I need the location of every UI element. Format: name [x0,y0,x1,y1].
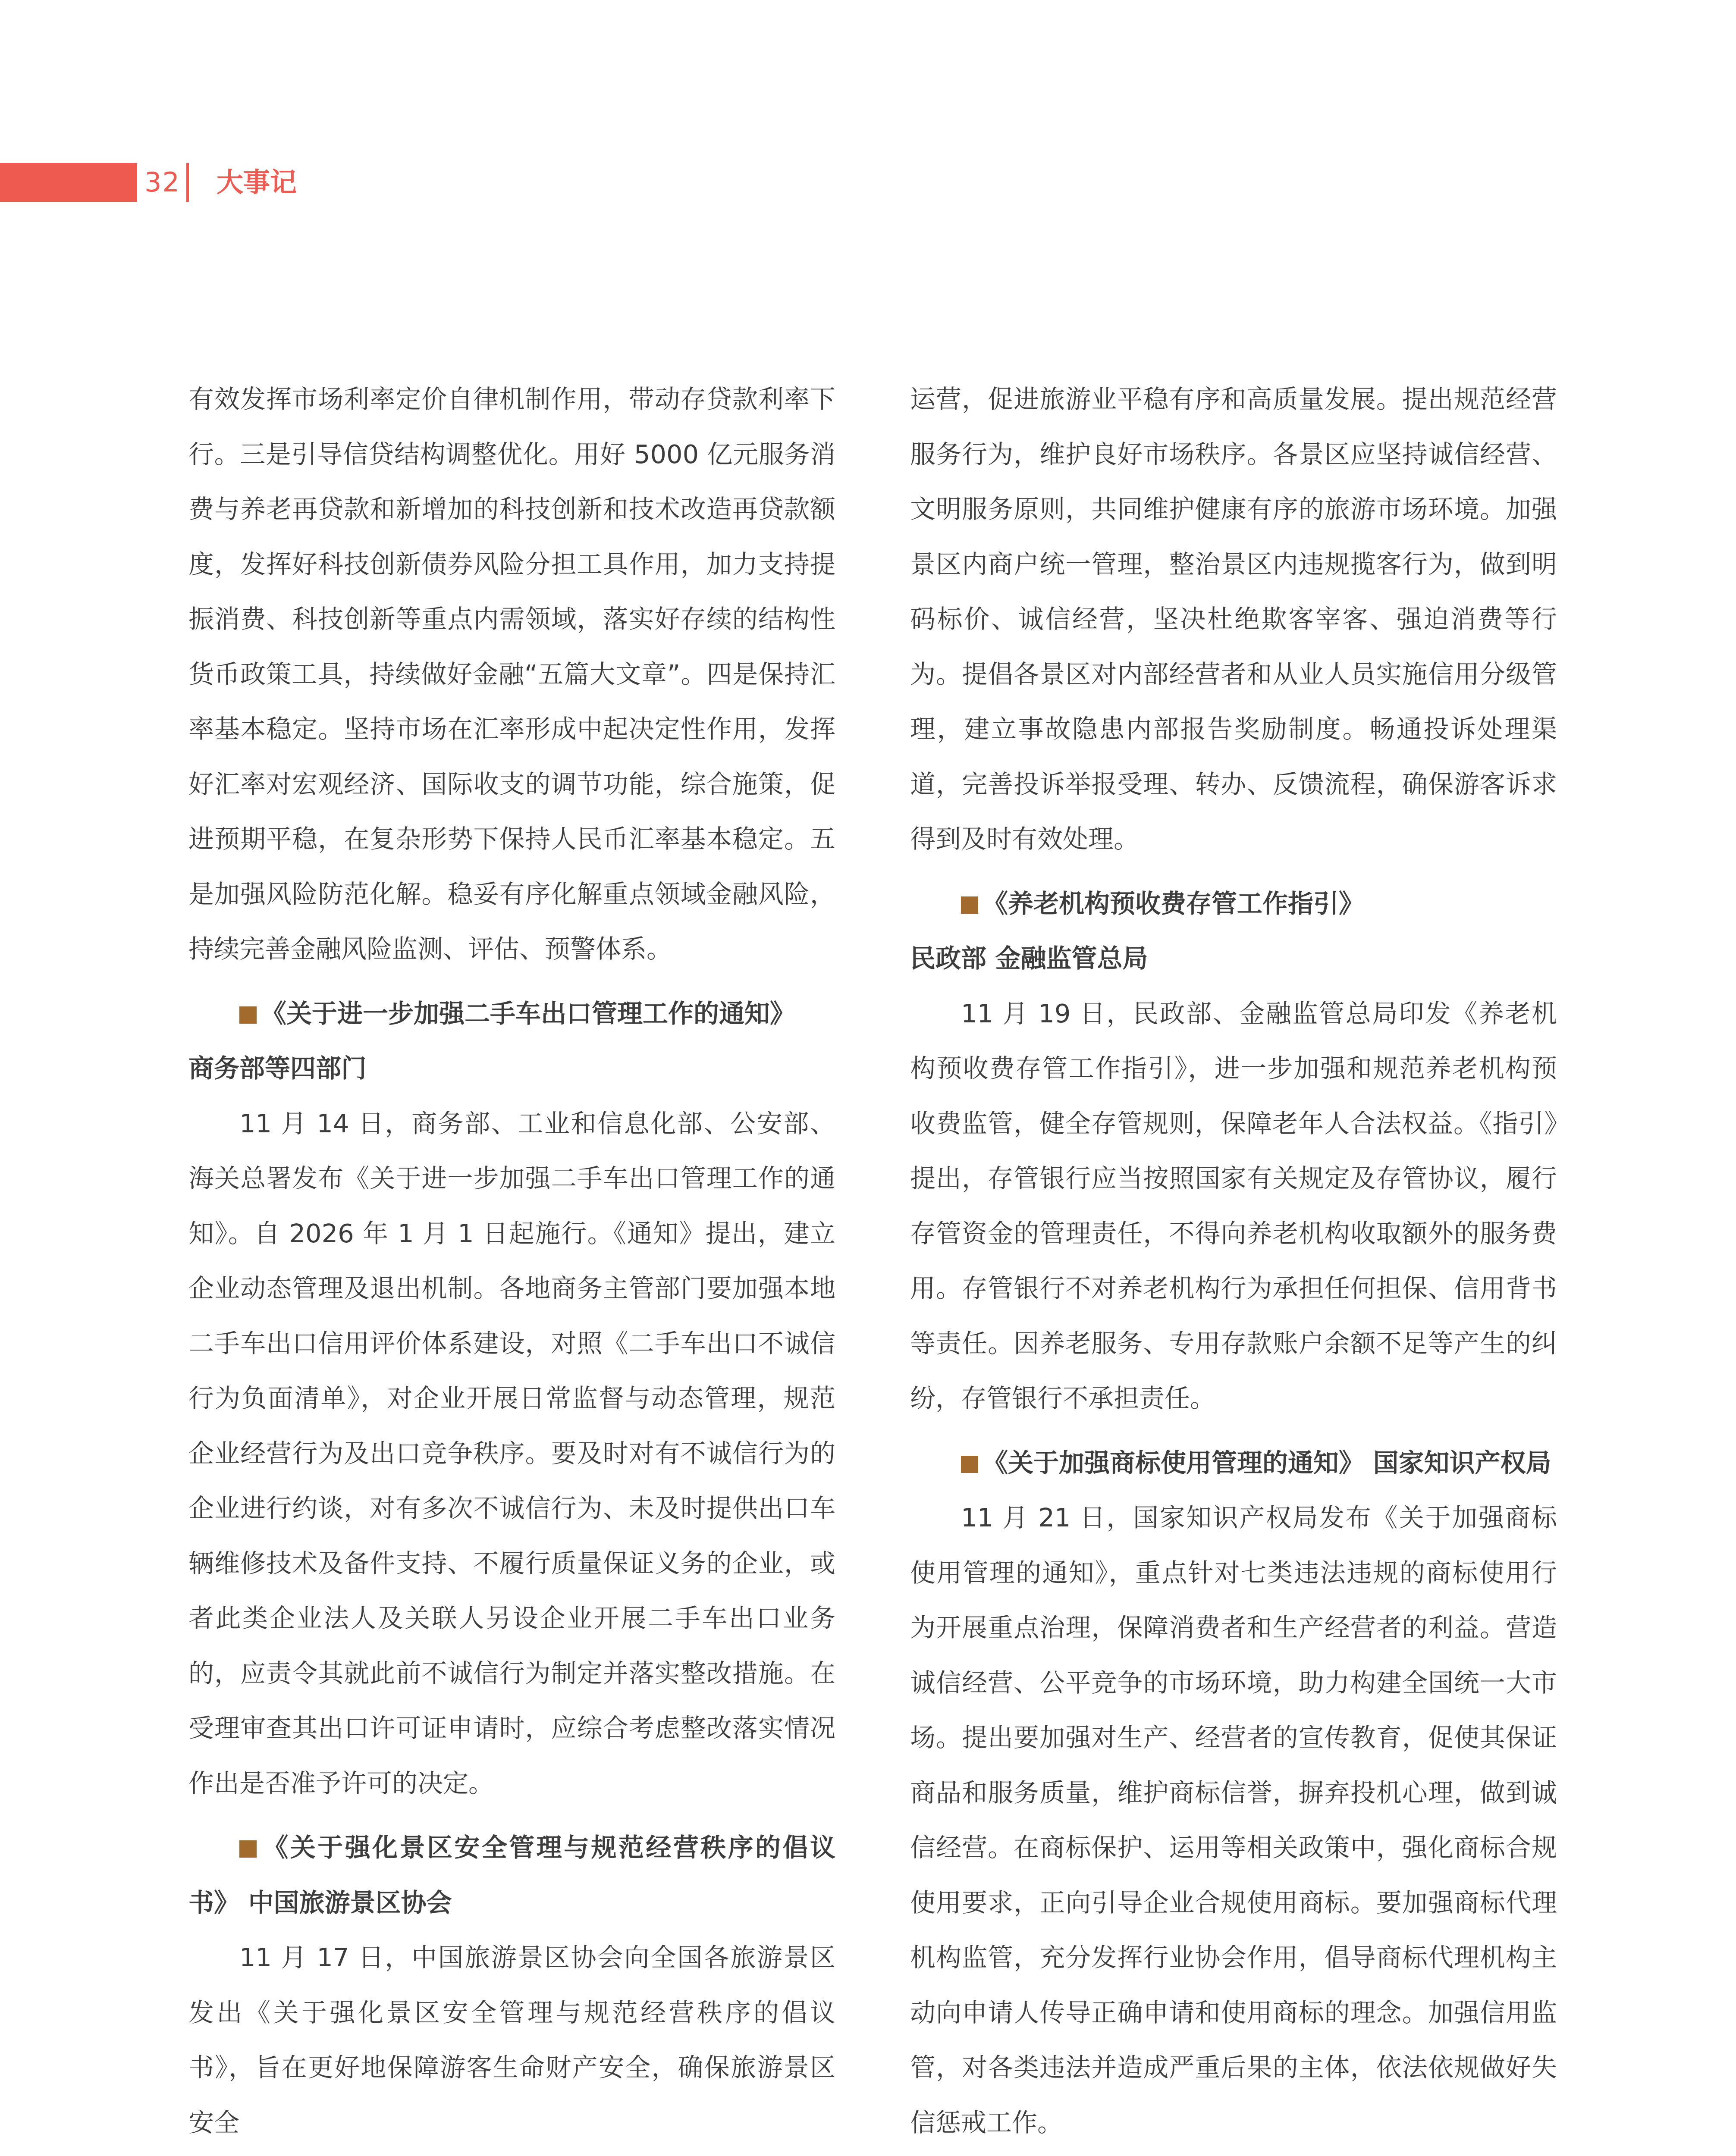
article-title: 《关于强化景区安全管理与规范经营秩序的倡议书》 [188,1833,835,1918]
section-title: 大事记 [217,166,297,198]
article-organization: 中国旅游景区协会 [248,1887,452,1918]
article-organization: 商务部等四部门 [188,1053,367,1083]
article-heading [188,1820,835,1930]
article-organization: 国家知识产权局 [1373,1448,1551,1478]
paragraph: 运营，促进旅游业平稳有序和高质量发展。提出规范经营服务行为，维护良好市场秩序。各景区应坚持诚信经营、文明服务原则，共同维护健康有序的旅游市场环境。加强景区内商户统一管理，整治景区内违规揽客行为，做到明码标价、诚信经营，坚决杜绝欺客宰客、强迫消费等行为。提倡各景区对内部经营者和从业人员实施信用分级管理，建立事故隐患内部报告奖励制度。畅通投诉处理渠道，完善投诉举报受理、转办、反馈流程，确保游客诉求得到及时有效处理。 [910,384,1557,854]
square-bullet-icon [961,896,978,914]
header-divider [186,163,189,202]
right-column [910,372,1557,2150]
paragraph: 11 月 21 日，国家知识产权局发布《关于加强商标使用管理的通知》，重点针对七类违法违规的商标使用行为开展重点治理，保障消费者和生产经营者的利益。营造诚信经营、公平竞争的市场环境，助力构建全国统一大市场。提出要加强对生产、经营者的宣传教育，促使其保证商品和服务质量，维护商标信誉，摒弃投机心理，做到诚信经营。在商标保护、运用等相关政策中，强化商标合规使用要求，正向引导企业合规使用商标。要加强商标代理机构监管，充分发挥行业协会作用，倡导商标代理机构主动向申请人传导正确申请和使用商标的理念。加强信用监管，对各类违法并造成严重后果的主体，依法依规做好失信惩戒工作。 [910,1503,1557,2137]
article-organization: 民政部 金融监管总局 [910,943,1148,973]
article-heading [188,986,835,1041]
square-bullet-icon [239,1006,257,1024]
paragraph: 11 月 17 日，中国旅游景区协会向全国各旅游景区发出《关于强化景区安全管理与规范经营秩序的倡议书》，旨在更好地保障游客生命财产安全，确保旅游景区安全 [188,1943,835,2137]
left-column [188,372,835,2150]
paragraph: 有效发挥市场利率定价自律机制作用，带动存贷款利率下行。三是引导信贷结构调整优化。用好 5000 亿元服务消费与养老再贷款和新增加的科技创新和技术改造再贷款额度，发挥好科技创新债券风险分担工具作用，加力支持提振消费、科技创新等重点内需领域，落实好存续的结构性货币政策工具，持续做好金融“五篇大文章”。四是保持汇率基本稳定。坚持市场在汇率形成中起决定性作用，发挥好汇率对宏观经济、国际收支的调节功能，综合施策，促进预期平稳，在复杂形势下保持人民币汇率基本稳定。五是加强风险防范化解。稳妥有序化解重点领域金融风险，持续完善金融风险监测、评估、预警体系。 [188,384,835,964]
article-title: 《关于进一步加强二手车出口管理工作的通知》 [261,998,796,1028]
square-bullet-icon [239,1840,257,1858]
article-title: 《养老机构预收费存管工作指引》 [983,888,1365,918]
article-heading [910,1435,1557,1491]
paragraph: 11 月 14 日，商务部、工业和信息化部、公安部、海关总署发布《关于进一步加强二手车出口管理工作的通知》。自 2026 年 1 月 1 日起施行。《通知》提出，建立企业动态管理及退出机制。各地商务主管部门要加强本地二手车出口信用评价体系建设，对照《二手车出口不诚信行为负面清单》，对企业开展日常监督与动态管理，规范企业经营行为及出口竞争秩序。要及时对有不诚信行为的企业进行约谈，对有多次不诚信行为、未及时提供出口车辆维修技术及备件支持、不履行质量保证义务的企业，或者此类企业法人及关联人另设企业开展二手车出口业务的，应责令其就此前不诚信行为制定并落实整改措施。在受理审查其出口许可证申请时，应综合考虑整改落实情况作出是否准予许可的决定。 [188,1108,835,1798]
article-heading [910,876,1557,931]
header-accent-bar [0,163,137,202]
paragraph: 11 月 19 日，民政部、金融监管总局印发《养老机构预收费存管工作指引》，进一步加强和规范养老机构预收费监管，健全存管规则，保障老年人合法权益。《指引》提出，存管银行应当按照国家有关规定及存管协议，履行存管资金的管理责任，不得向养老机构收取额外的服务费用。存管银行不对养老机构行为承担任何担保、信用背书等责任。因养老服务、专用存款账户余额不足等产生的纠纷，存管银行不承担责任。 [910,998,1557,1413]
square-bullet-icon [961,1456,978,1473]
article-title: 《关于加强商标使用管理的通知》 [983,1448,1365,1478]
page-number: 32 [144,166,180,198]
